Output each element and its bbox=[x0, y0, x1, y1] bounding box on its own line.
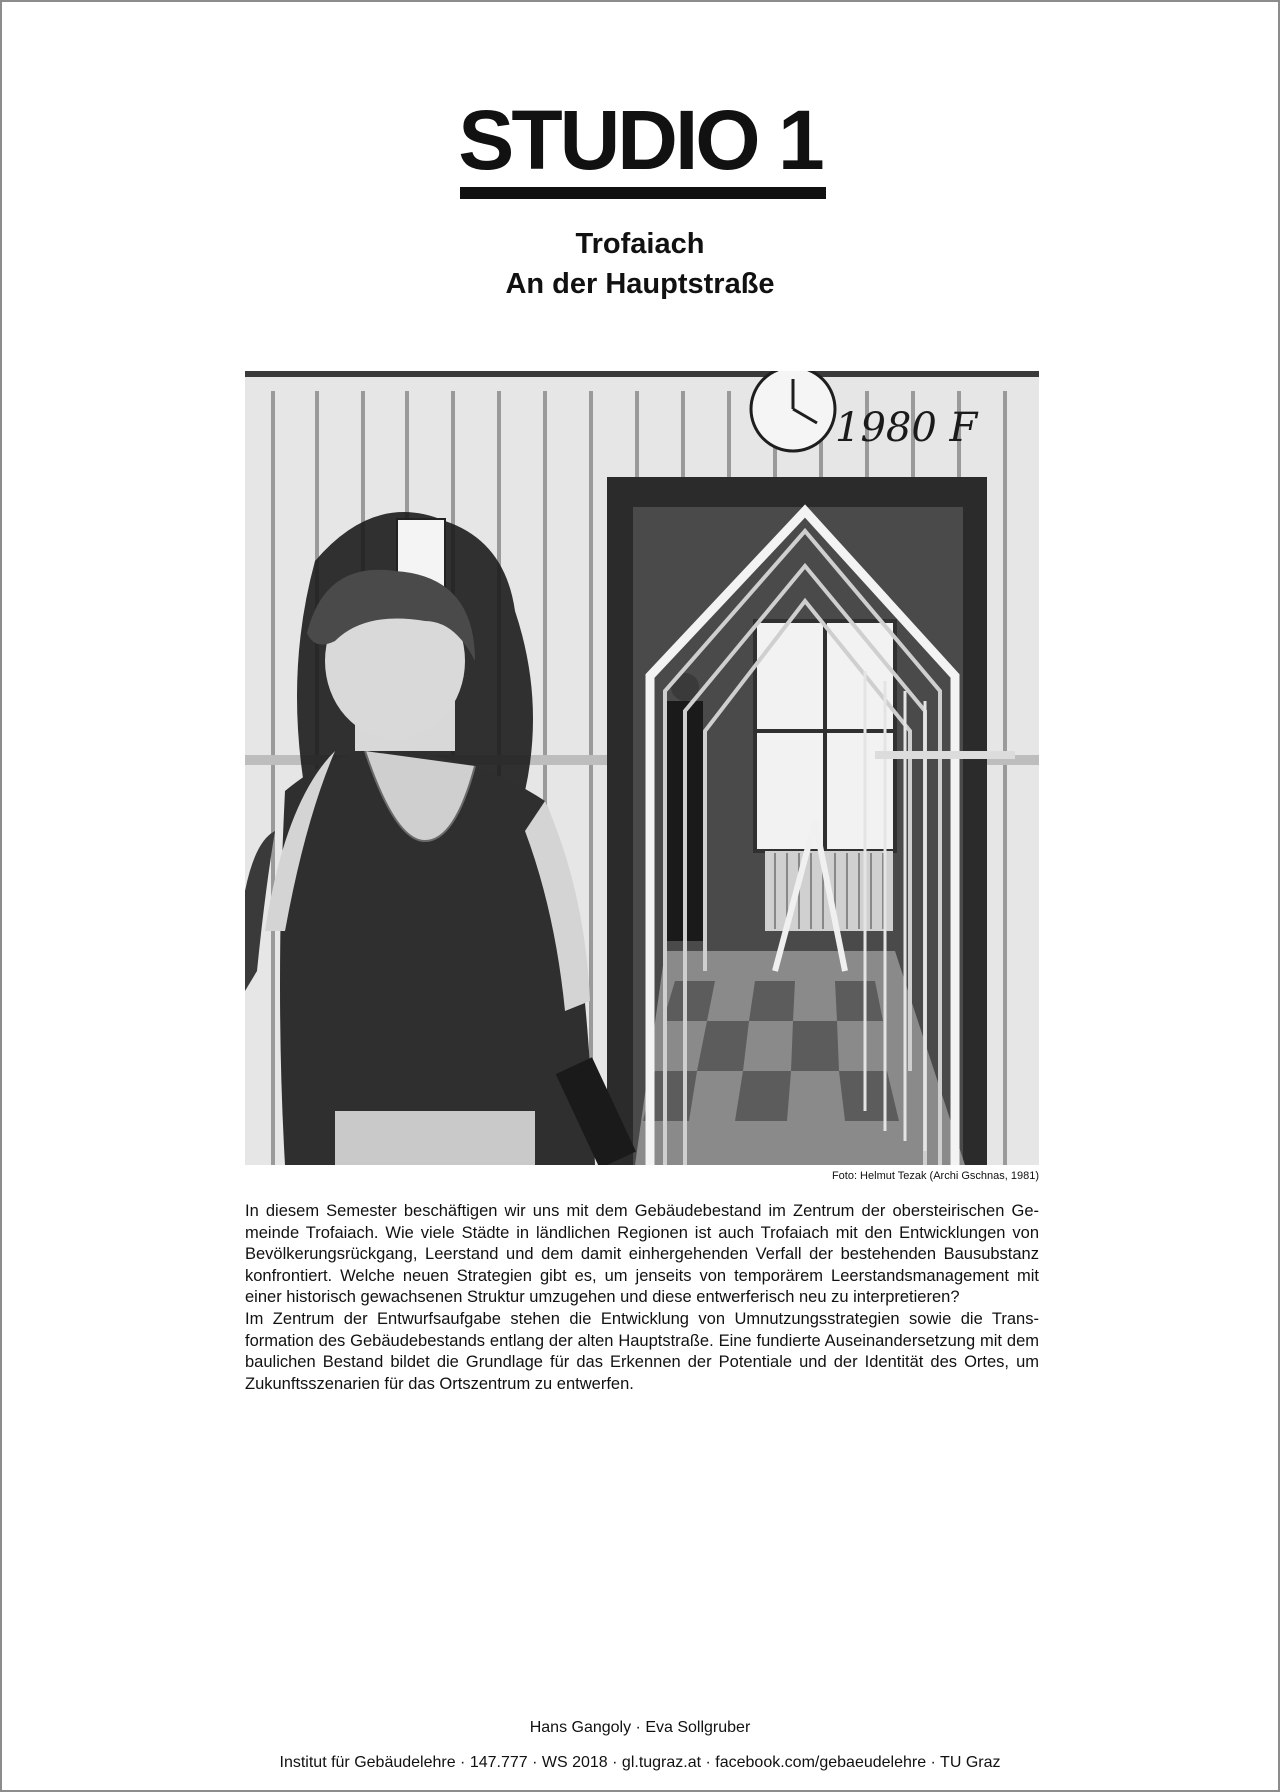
subtitle-street: An der Hauptstraße bbox=[505, 268, 775, 300]
footer-institute: Institut für Gebäudelehre · 147.777 · WS 2018 · gl.tugraz.at · facebook.com/gebaeudelehre · TU Graz bbox=[279, 1754, 1001, 1771]
paragraph-2: Im Zentrum der Entwurfsaufgabe stehen die Entwicklung von Umnutzungsstrategien sowie die Transformation des Gebäudebestands entlang der alten Hauptstraße. Eine fundierte Auseinandersetzung mit dem baulichen Bestand bildet die Grundlage für das Erkennen der Potentiale und der Identität des Ortes, um Zukunftsszenarien für das Ortszentrum zu entwerfen. bbox=[245, 1309, 1039, 1393]
paragraph-1: In diesem Semester beschäftigen wir uns mit dem Gebäudebestand im Zentrum der obersteirischen Gemeinde Trofaiach. Wie viele Städte in ländlichen Regionen ist auch Trofaiach mit den Entwicklungen von Bevölkerungsrückgang, Leerstand und dem damit einhergehenden Verfall der bestehenden Bausubstanz konfrontiert. Welche neuen Strategien gibt es, um jenseits von temporärem Leerstandsmanagement mit einer historisch gewachsenen Struktur umzugehen und diese entwerferisch neu zu interpretieren? bbox=[245, 1202, 1039, 1307]
description-text bbox=[245, 1201, 1039, 1395]
page-title: STUDIO 1 bbox=[458, 93, 822, 187]
wall-graffiti: 1980 F bbox=[835, 405, 978, 451]
subtitle-location: Trofaiach bbox=[575, 228, 705, 260]
footer-names: Hans Gangoly · Eva Sollgruber bbox=[529, 1719, 751, 1736]
photo-credit: Foto: Helmut Tezak (Archi Gschnas, 1981) bbox=[831, 1170, 1039, 1182]
archive-photo bbox=[245, 371, 1039, 1165]
title-underline bbox=[460, 187, 826, 199]
